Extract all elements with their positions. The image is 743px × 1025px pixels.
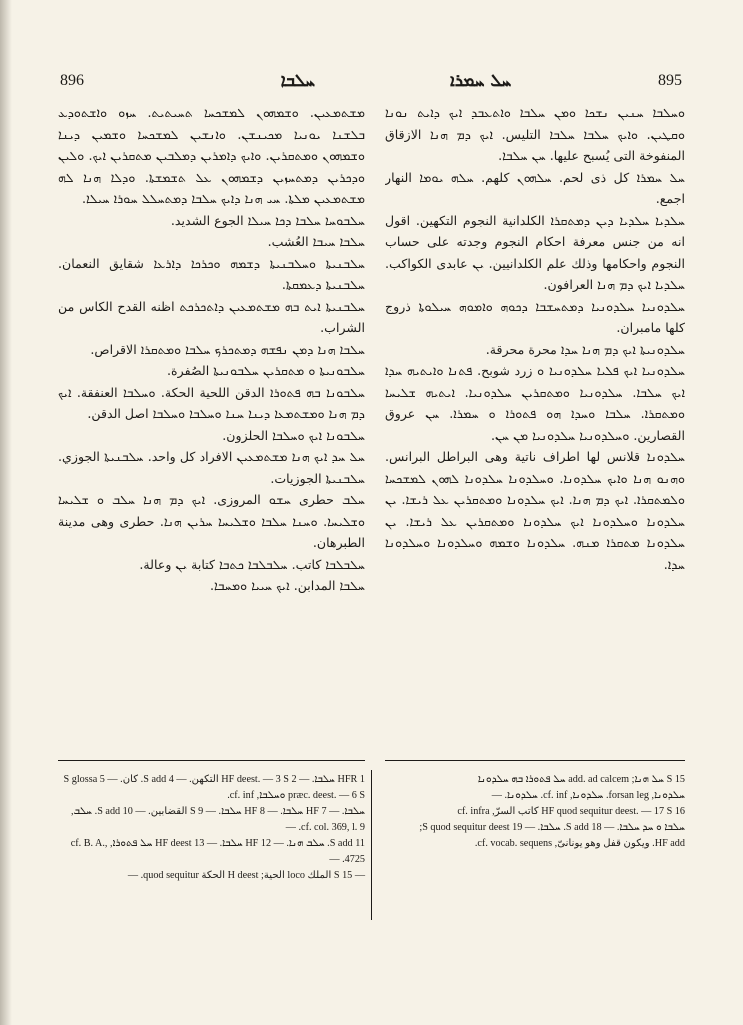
- entry-paragraph: ܚܠ ܚܕ ܐܝܟ ܗܢܐ ܡܫܬܡܥܝܢ الافراد كل واحد. ܚܠܒܢܝܬܐ الجوزي. ܚܠܒܢܝܬܐ الجوزيات.: [58, 449, 365, 486]
- entry-paragraph: ܚܠܒܘܢܝܬܐ ܘ ܡܬܩܪܝܢ ܚܠܒܘܢܝܬܐ الصُفرة.: [167, 363, 365, 378]
- footnote-line: ܚܠܕܘܢܐ, forsan leg. ܚܠܕܘܢܐ, cf. inf. ܚܠܕܘܢܐ. —: [491, 790, 685, 801]
- footnote-line: HF add. ويكون قفل وهو يونانىّ, cf. vocab. sequens.: [474, 838, 685, 849]
- entry-paragraph: ܚܠܒܠܒܐ كاتب. ܚܠܒܠܒܐ ܟܬܒܐ كتابة ܝܢ وعالة.: [139, 556, 365, 572]
- footnote-line: ܚܠܒܐ ܘ ܚܕ ܚܠܒܐ. — 18 S add. ܚܠܒܐ. — 19 S quod sequitur deest;: [419, 822, 685, 833]
- entry-paragraph: ܚܠܕܘܢܝܐ ܐܝܟ ܦܠܝܐ ܚܠܕܘܢܝܐ ܘ زرد شوبح. ܦܬܢܐ ܘܐܝܬܝܗ ܚܕܐ ܐܝܟ ܚܠܒܐ. ܚܠܕܘܢܝܐ ܘܡܬܩܪܝܢ ܚܠܕܘܢܝܐ. ܐܝܬܝܗ ܫܠܝܚܐ ܘܡܬܩܪܐ. ܚܠܒܐ ܘܚܕܐ ܗܘ ܦܬܘܪܐ ܘ ܚܡܪܐ. ܚܢ عروق القصارين. ܘܚܠܕܘܢܝܐ ܚܠܕܘܢܝܐ ܡܢ ܚܢ.: [385, 363, 685, 443]
- left-running-head: ܚܠܒܐ: [280, 71, 315, 91]
- right-column: [385, 102, 685, 752]
- entry-paragraph: ܚܠ ܚܡܪܐ كل ذى لحم. ܚܠܗܘܢ كلهم. ܚܠܗ ܝܘܡܐ النهار اجمع.: [385, 169, 685, 206]
- footnote-line: 15 S ܚܠ ܗܢܐ; add. ad calcem ܚܠ ܦܬܘܪܐ ܒܗ ܚܠܕܘܢܐ: [477, 774, 685, 785]
- entry-paragraph: ܚܠܕܘܢܝܬܐ ܐܝܟ ܕܡ ܗܢܐ ܚܕܐ محرة محرقة.: [485, 341, 685, 357]
- entry-paragraph: ܚܠܒܘܢܐ ܒܗ ܦܬܘܪܐ الدقن اللحية الحكة. ܘܚܠܒܐ العنفقة. ܐܝܟ ܕܡ ܗܢܐ ܘܡܫܬܡܥܐ ܕܝܢܐ ܚܢܐ ܘܚܠܒܐ ܘܚܠܒܐ اصل الدقن.: [58, 384, 365, 421]
- entry-paragraph: ܚܠܒܐ ܗܢܐ ܕܡܢ ܢܦܫܗ ܕܡܬܟܪܟ ܚܠܒܐ ܘܡܬܩܪܐ الاقراص.: [90, 341, 365, 357]
- left-column: [58, 102, 365, 752]
- right-footnote-rule: [385, 760, 685, 761]
- entry-paragraph: ܚܠܒ حطرى ܚܫܘ المروزى. ܐܝܟ ܕܡ ܗܢܐ ܚܠܒ ܘ ܫܠܝܚܐ ܘܫܠܝܚܐ. ܘܚܢܐ ܚܠܒܐ ܘܫܠܝܚܐ ܚܪܝܢ ܗܢܐ. حطرى وهى مدينة الطبرهان.: [58, 492, 365, 550]
- left-page-header: [60, 68, 315, 94]
- left-footnote-rule: [58, 760, 365, 761]
- entry-paragraph: ܚܠܒܢܝܬܐ ܐܝܬ ܒܗ ܡܫܬܡܥܝܢ ܕܐܬܟܪܟܬ اظنه القدح الكاس من الشراب.: [58, 298, 365, 335]
- entry-paragraph: ܚܠܒܢܝܬܐ ܘܚܠܒܢܝܬܐ ܕܫܡܗ ܘܟܪܟܐ ܕܐܪܥܐ شقايق النعمان. ܚܠܒܢܝܬܐ ܕܥܡܩܬܐ.: [58, 255, 365, 292]
- page-edge-shadow: [0, 0, 12, 1025]
- footnote-line: 1 HFR ܚܠܒܐ. — 2 HF deest. — 3 S التكهن. — 4 S add. كان. — 5 S glossa præc. deest. — 6 S ܘܚܠܒܐ, cf. inf.: [63, 774, 365, 801]
- right-running-head: ܚܠ ܚܡܪܐ: [450, 71, 512, 91]
- footnote-line: 11 S add. ܚܠܒ ܗܢܐ. — 12 HF ܚܠܒܐ. — 13 HF deest ܚܠ ܦܬܘܪܐ, cf. B. A., 4725. —: [70, 838, 365, 865]
- left-footnotes: [58, 772, 365, 884]
- entry-paragraph: ܚܠܕܝܐ ܚܠܕܝܐ ܕܝܢ ܕܡܬܩܪܐ الكلدانية النجوم التكهين. اقول انه من جنس معرفة احكام النجوم وجدته على حساب النجوم واحكامها وذلك علم الكلدانيين. ܝܢ عابدى الكواكب. ܚܠܕܝܐ ܐܝܟ ܕܡ ܗܢܐ العرافون.: [385, 212, 685, 292]
- entry-paragraph: ܚܠܒܘܚܐ ܚܠܒܐ ܕܟܐ ܚܝܠܐ الجوع الشديد.: [170, 212, 365, 228]
- entry-paragraph: ܚܠܒܘܢܐ ܐܝܟ ܘܚܠܒܐ الحلزون.: [222, 427, 365, 443]
- entry-paragraph: ܚܠܒܐ المدابن. ܐܝܟ ܚܝܝܐ ܘܡܚܒܐ.: [209, 578, 365, 593]
- entry-paragraph: ܚܠܒܐ ܚܝܒܐ العُشب.: [267, 234, 365, 249]
- right-page-header: [450, 68, 682, 94]
- entry-paragraph: ܚܠܕܘܢܐ قلانس لها اطراف ناتية وهى البراطل البرانس. ܘܗܢܘ ܗܢܐ ܘܐܝܟ ܚܠܕܘܢܐ. ܘܚܠܕܘܢܐ ܚܠܕܘܢܐ ܠܗܘܢ ܠܡܫܟܚܐ ܘܠܡܬܩܪܐ. ܐܝܟ ܕܡ ܗܢܐ. ܐܝܟ ܚܠܕܘܢܐ ܘܡܬܩܪܝܢ ܥܠ ܪܝܫܐ. ܝܢ ܚܠܕܘܢܐ ܘܚܠܕܘܢܐ ܐܝܟ ܚܠܕܘܢܐ ܘܡܬܩܪܝܢ ܥܠ ܪܝܫܐ. ܝܢ ܚܠܕܘܢܐ ܡܬܩܪܐ ܡܢܗ. ܚܠܕܘܢܐ ܘܫܡܗ ܘܚܠܕܘܢܐ ܘܚܠܕܘܢܐ ܚܕܐ.: [385, 449, 685, 572]
- footnote-line: ܚܠܒܐ. — 7 HF ܚܠܒܐ. — 8 HF ܚܠܒܐ. — 9 S القضابين. — 10 S add. ܚܠܒ, cf. col. 369, l. 9. —: [70, 806, 365, 833]
- right-footnotes: [385, 772, 685, 852]
- footnote-divider: [371, 770, 372, 920]
- footnote-line: — 15 S الملك loco الحية; H deest الحكة quod sequitur. —: [127, 870, 365, 881]
- footnote-line: 16 HF quod sequitur deest. — 17 S كاتب السرّ, cf. infra: [457, 806, 685, 817]
- left-page-number: 896: [60, 72, 84, 89]
- entry-paragraph: ܡܫܬܡܥܝܢ. ܘܫܡܗܘܢ ܠܡܫܟܚܐ ܬܚܝܬܝܬ. ܚܙܘ ܘܐܫܬܘܕܥ ܒܠܫܢܐ ܝܘܢܝܐ ܡܟܝܢܫܢ. ܘܐܢܫܝܢ ܠܡܫܟܚܐ ܘܫܡܝܢ ܕܝܢܐ ܘܫܡܗܘܢ ܘܡܬܩܪܝܢ. ܘܐܝܟ ܕܐܡܪܝܢ ܕܡܠܒܝܢ ܡܬܩܪܝܢ ܐܝܟ. ܘܠܝܢ ܘܕܟܪܝܢ ܕܡܬܚܙܝܢ ܕܫܡܗܘܢ ܥܠ ܬܫܡܫܬܐ. ܘܕܠܐ ܗܢܐ ܠܗ ܡܫܬܡܥܝܢ ܡܠܬܐ. ܚܝ ܗܢܐ ܕܐܝܟ ܚܠܒܐ ܕܡܬܚܠܠ ܚܘܪܐ ܚܝܠܐ.: [58, 105, 365, 206]
- right-page-number: 895: [658, 72, 682, 89]
- entry-paragraph: ܚܠܕܘܢܝܐ ܚܠܕܘܢܝܐ ܕܡܬܚܫܒܐ ܕܟܘܗ ܘܐܡܘܗ ܚܝܠܘܬܐ ذروج كلها مامبران.: [385, 298, 685, 335]
- entry-paragraph: ܘܚܠܒܐ ܚܢܝܢ ܢܫܟܐ ܘܡܢ ܚܠܒܐ ܘܐܬܥܒܕ ܐܝܟ ܕܐܝܬ ܢܘܢܐ ܘܩܛܝܢ. ܘܐܝܟ ܚܠܒܐ ܚܠܒܐ التليس. ܐܝܟ ܕܡ ܗܢܐ الازقاق المنفوخة التى يُسبح عليها. ܚܢ ܚܠܒܐ.: [385, 105, 685, 163]
